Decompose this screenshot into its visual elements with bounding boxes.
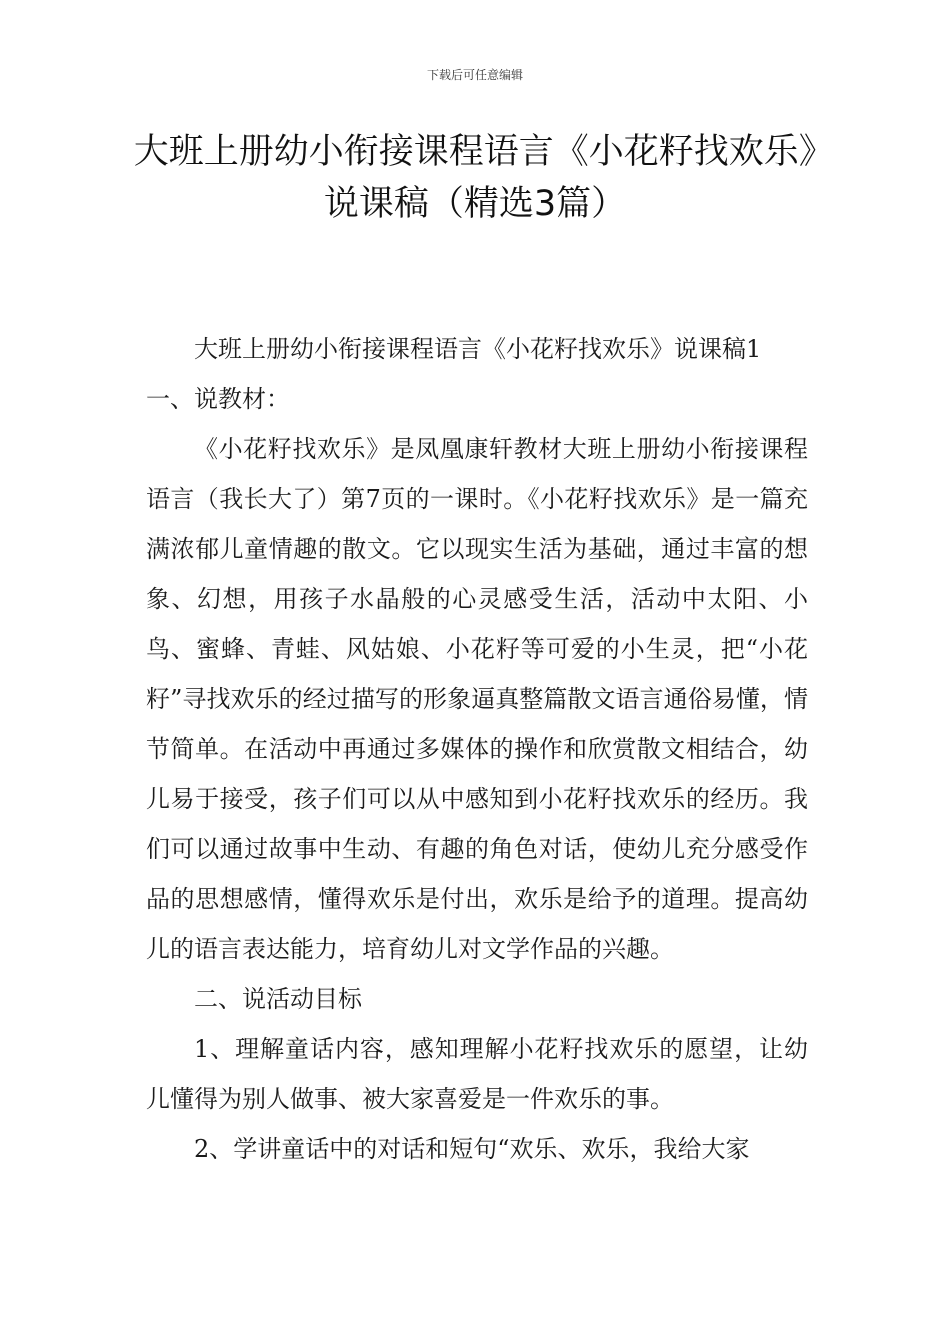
section-subheading: 二、说活动目标 (194, 985, 362, 1013)
body-paragraph: 1、理解童话内容，感知理解小花籽找欢乐的愿望，让幼儿懂得为别人做事、被大家喜爱是一件欢乐的事。 (146, 1035, 808, 1113)
section-subheading: 一、说教材： (146, 385, 290, 413)
document-body (146, 324, 808, 1174)
section-heading: 大班上册幼小衔接课程语言《小花籽找欢乐》说课稿1 (194, 335, 762, 363)
header-note: 下载后可任意编辑 (426, 68, 523, 82)
document-title: 大班上册幼小衔接课程语言《小花籽找欢乐》说课稿（精选3篇） (133, 132, 817, 224)
body-paragraph: 《小花籽找欢乐》是凤凰康轩教材大班上册幼小衔接课程语言（我长大了）第7页的一课时。《小花籽找欢乐》是一篇充满浓郁儿童情趣的散文。它以现实生活为基础，通过丰富的想象、幻想，用孩子水晶般的心灵感受生活，活动中太阳、小鸟、蜜蜂、青蛙、风姑娘、小花籽等可爱的小生灵，把“小花籽”寻找欢乐的经过描写的形象逼真整篇散文语言通俗易懂，情节简单。在活动中再通过多媒体的操作和欣赏散文相结合，幼儿易于接受，孩子们可以从中感知到小花籽找欢乐的经历。我们可以通过故事中生动、有趣的角色对话，使幼儿充分感受作品的思想感情，懂得欢乐是付出，欢乐是给予的道理。提高幼儿的语言表达能力，培育幼儿对文学作品的兴趣。 (146, 435, 808, 963)
body-paragraph: 2、学讲童话中的对话和短句“欢乐、欢乐，我给大家 (194, 1135, 750, 1163)
